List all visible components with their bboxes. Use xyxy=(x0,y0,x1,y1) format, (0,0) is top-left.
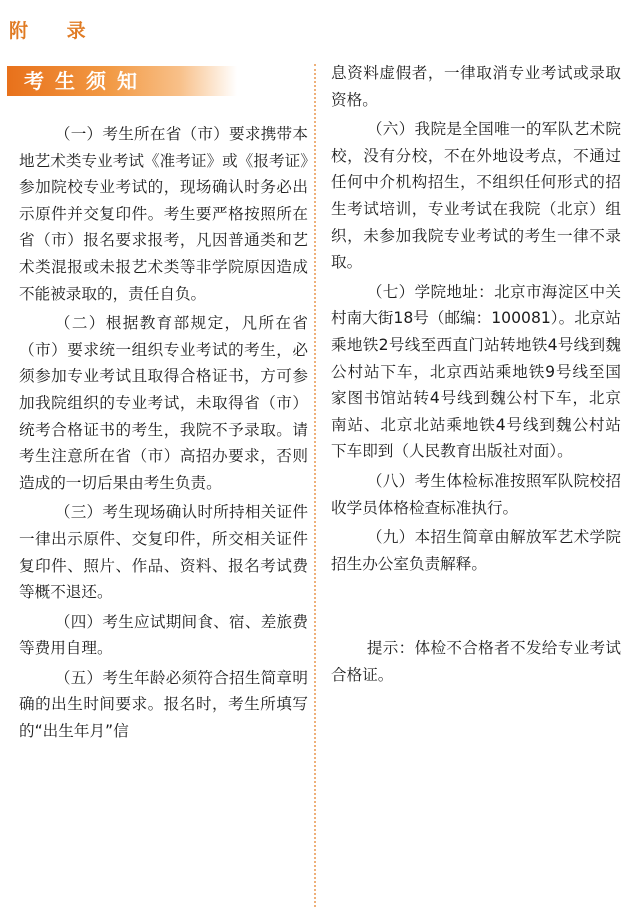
notice-item-5-continuation: 息资料虚假者，一律取消专业考试或录取资格。 xyxy=(331,64,621,109)
section-title: 考生须知 xyxy=(24,69,148,93)
notice-item-1: （一）考生所在省（市）要求携带本地艺术类专业考试《准考证》或《报考证》参加院校专业考试的，现场确认时务必出示原件并交复印件。考生要严格按照所在省（市）报名要求报考，凡因普通类和艺术类混报或未报艺术类等非学院原因造成不能被录取的，责任自负。 xyxy=(19,125,308,303)
notice-item-7: （七）学院地址：北京市海淀区中关村南大街18号（邮编：100081）。北京站乘地铁2号线至西直门站转地铁4号线到魏公村站下车，北京西站乘地铁9号线至国家图书馆站转4号线到魏公村下车，北京南站、北京北站乘地铁4号线到魏公村站下车即到（人民教育出版社对面）。 xyxy=(331,282,621,461)
notice-item-5: （五）考生年龄必须符合招生简章明确的出生时间要求。报名时，考生所填写的“出生年月”信 xyxy=(19,668,308,741)
left-column xyxy=(19,121,308,748)
notice-item-4: （四）考生应试期间食、宿、差旅费等费用自理。 xyxy=(19,612,308,658)
health-check-note: 提示：体检不合格者不发给专业考试合格证。 xyxy=(331,639,621,684)
column-divider xyxy=(314,64,316,907)
right-column xyxy=(331,60,621,691)
notice-item-2: （二）根据教育部规定，凡所在省（市）要求统一组织专业考试的考生，必须参加专业考试且取得合格证书，方可参加我院组织的专业考试，未取得省（市）统考合格证书的考生，我院不予录取。请考生注意所在省（市）高招办要求，否则造成的一切后果由考生负责。 xyxy=(19,314,308,492)
section-title-bar xyxy=(7,66,237,96)
notice-item-9: （九）本招生简章由解放军艺术学院招生办公室负责解释。 xyxy=(331,528,621,573)
appendix-label: 附 录 xyxy=(9,20,102,42)
notice-item-8: （八）考生体检标准按照军队院校招收学员体格检查标准执行。 xyxy=(331,471,621,517)
notice-item-3: （三）考生现场确认时所持相关证件一律出示原件、交复印件，所交相关证件复印件、照片、作品、资料、报名考试费等概不退还。 xyxy=(19,503,308,602)
notice-item-6: （六）我院是全国唯一的军队艺术院校，没有分校，不在外地设考点，不通过任何中介机构招生，不组织任何形式的招生考试培训，专业考试在我院（北京）组织，未参加我院专业考试的考生一律不录取。 xyxy=(331,120,621,272)
